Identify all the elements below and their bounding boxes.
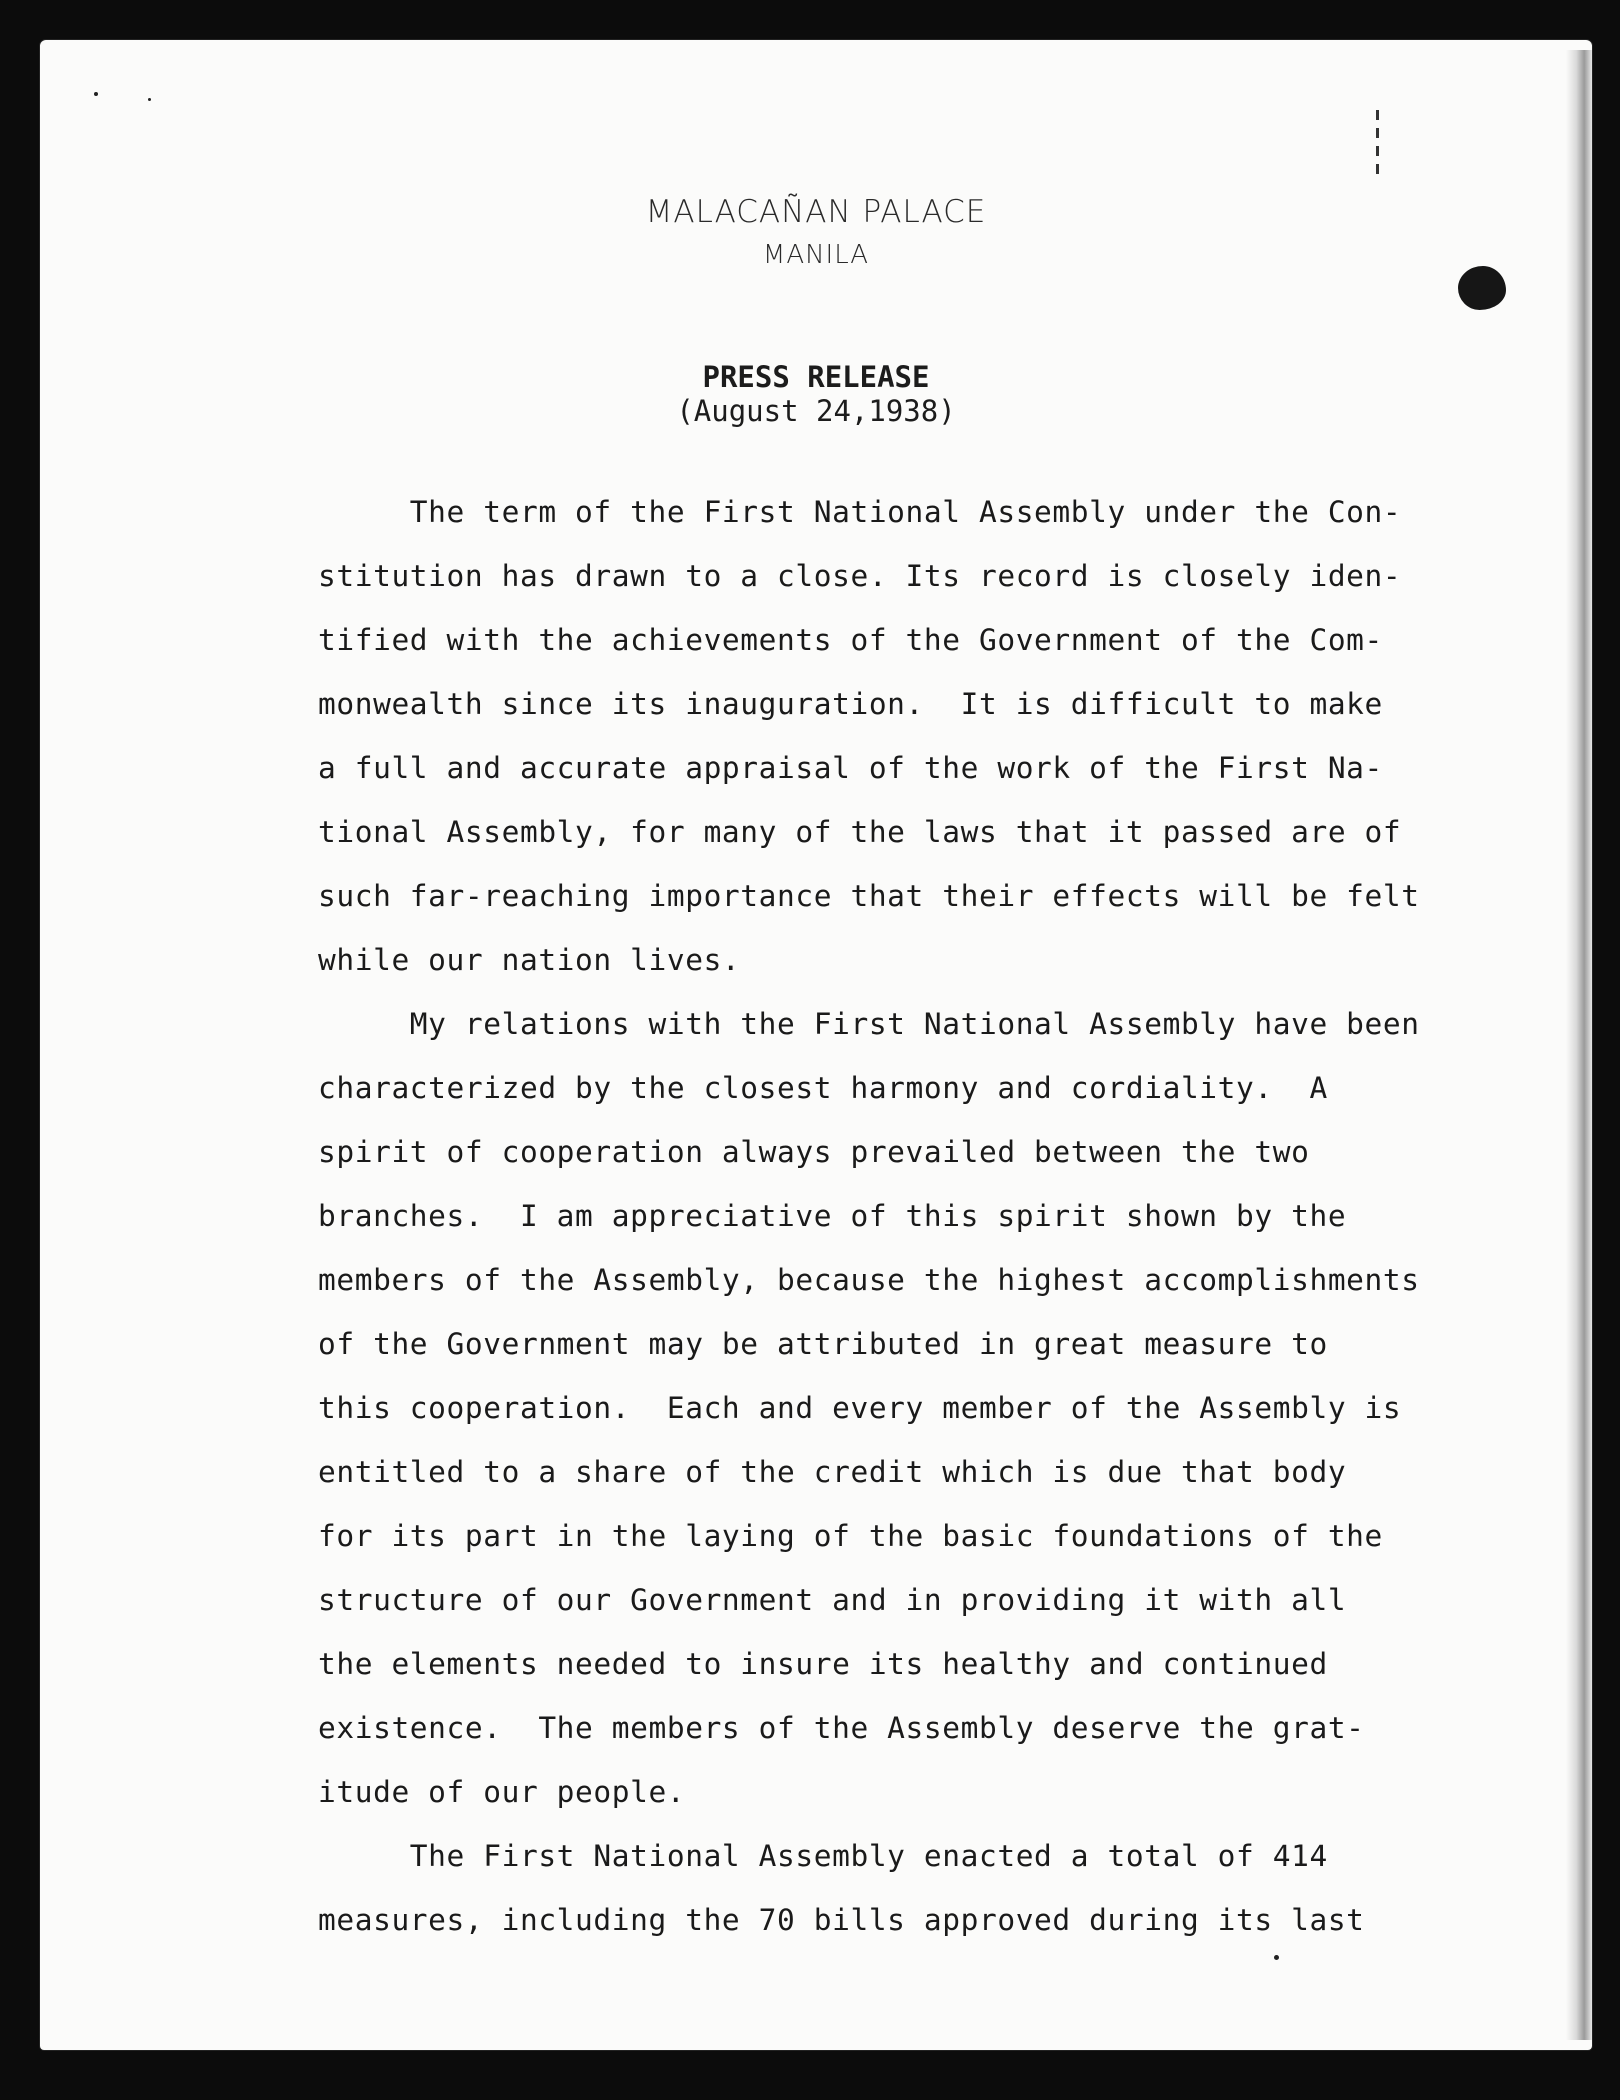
press-release-title: PRESS RELEASE xyxy=(702,360,930,394)
text-line: a full and accurate appraisal of the work of the First Na- xyxy=(318,751,1383,785)
speck xyxy=(94,92,98,96)
press-release-date: (August 24,1938) xyxy=(676,394,956,428)
text-line: branches. I am appreciative of this spirit shown by the xyxy=(318,1199,1347,1233)
text-line: members of the Assembly, because the highest accomplishments xyxy=(318,1263,1420,1297)
ink-blot xyxy=(1458,266,1506,310)
text-line: monwealth since its inauguration. It is difficult to make xyxy=(318,687,1383,721)
body-text xyxy=(318,480,1508,1952)
text-line: while our nation lives. xyxy=(318,943,741,977)
text-line: the elements needed to insure its healthy and continued xyxy=(318,1647,1328,1681)
text-line: entitled to a share of the credit which is due that body xyxy=(318,1455,1347,1489)
text-line: stitution has drawn to a close. Its record is closely iden- xyxy=(318,559,1402,593)
text-line: tional Assembly, for many of the laws that it passed are of xyxy=(318,815,1402,849)
text-line: My relations with the First National Assembly have been xyxy=(318,1007,1420,1041)
text-line: existence. The members of the Assembly deserve the grat- xyxy=(318,1711,1365,1745)
text-line: characterized by the closest harmony and cordiality. A xyxy=(318,1071,1328,1105)
text-line: tified with the achievements of the Government of the Com- xyxy=(318,623,1383,657)
text-line: for its part in the laying of the basic foundations of the xyxy=(318,1519,1383,1553)
text-line: The First National Assembly enacted a total of 414 xyxy=(318,1839,1328,1873)
speck xyxy=(148,98,151,101)
letterhead-city: MANILA xyxy=(762,240,870,270)
margin-tick-marks xyxy=(1376,110,1379,180)
text-line: measures, including the 70 bills approved during its last xyxy=(318,1903,1365,1937)
page-edge-shadow xyxy=(1566,50,1592,2040)
text-line: such far-reaching importance that their effects will be felt xyxy=(318,879,1420,913)
letterhead-title: MALACAÑAN PALACE xyxy=(645,194,987,230)
text-line: itude of our people. xyxy=(318,1775,686,1809)
text-line: this cooperation. Each and every member of the Assembly is xyxy=(318,1391,1402,1425)
document-page xyxy=(40,40,1592,2050)
text-line: of the Government may be attributed in great measure to xyxy=(318,1327,1328,1361)
text-line: spirit of cooperation always prevailed between the two xyxy=(318,1135,1310,1169)
text-line: The term of the First National Assembly under the Con- xyxy=(318,495,1402,529)
text-line: structure of our Government and in providing it with all xyxy=(318,1583,1347,1617)
speck xyxy=(1274,1955,1279,1960)
